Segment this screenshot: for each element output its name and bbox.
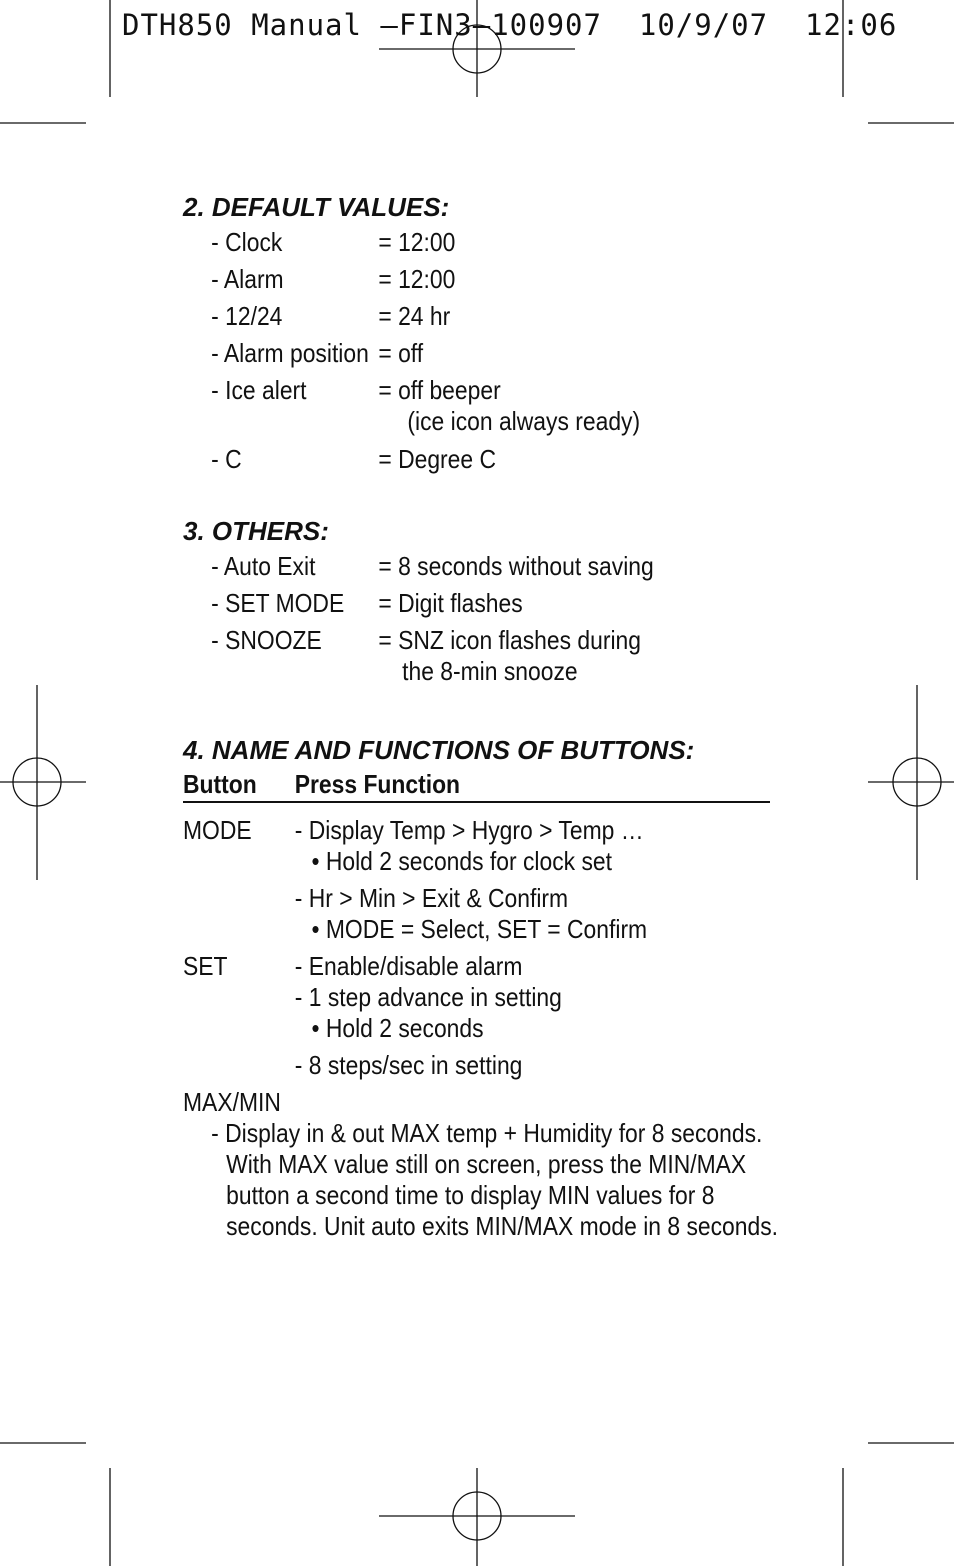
default-row-ice-alert-note: (ice icon always ready) [407,406,641,436]
button-name-maxmin: MAX/MIN [183,1087,281,1117]
header-press-function: Press Function [294,769,461,799]
header-button: Button [183,769,257,799]
spacer [183,691,783,733]
maxmin-button-block [183,1087,781,1242]
manual-content [183,190,783,1242]
button-name-set: SET [183,951,228,981]
set-function-1: - Enable/disable alarm [294,951,523,981]
default-row-alarm-position: - Alarm position = off [211,338,424,368]
maxmin-description: - Display in & out MAX temp + Humidity for 8 seconds. With MAX value still on screen, press the MIN/MAX button a second time to display MIN values for 8 seconds. Unit auto exits MIN/MAX mode in 8 seconds. [211,1118,779,1241]
mode-function-1: - Display Temp > Hygro > Temp … [294,815,644,845]
others-row-snooze-note: the 8-min snooze [402,656,578,686]
others-row-auto-exit: - Auto Exit = 8 seconds without saving [211,551,654,581]
default-row-clock: - Clock = 12:00 [211,227,456,257]
default-row-alarm: - Alarm = 12:00 [211,264,456,294]
set-function-3: • Hold 2 seconds [311,1013,484,1043]
button-name-mode: MODE [183,815,252,845]
section-title-buttons: 4. NAME AND FUNCTIONS OF BUTTONS: [183,735,695,765]
others-list [183,548,783,691]
set-function-2: - 1 step advance in setting [294,982,562,1012]
default-row-degree: - C = Degree C [211,444,497,474]
mode-function-4: • MODE = Select, SET = Confirm [311,914,648,944]
default-values-list [183,224,783,478]
default-row-ice-alert: - Ice alert = off beeper [211,375,501,405]
set-button-block [183,951,781,1081]
print-slug-line: DTH850 Manual –FIN3–100907 10/9/07 12:06 [122,8,898,42]
header-rule [183,801,770,803]
others-row-set-mode: - SET MODE = Digit flashes [211,588,523,618]
section-title-others: 3. OTHERS: [183,516,329,546]
others-row-snooze: - SNOOZE = SNZ icon flashes during [211,625,641,655]
section-title-default-values: 2. DEFAULT VALUES: [183,192,450,222]
default-row-12-24: - 12/24 = 24 hr [211,301,451,331]
mode-function-3: - Hr > Min > Exit & Confirm [294,883,569,913]
mode-function-2: • Hold 2 seconds for clock set [311,846,612,876]
mode-button-block [183,815,781,945]
spacer [183,478,783,514]
set-function-4: - 8 steps/sec in setting [294,1050,523,1080]
buttons-table-header [183,767,781,801]
